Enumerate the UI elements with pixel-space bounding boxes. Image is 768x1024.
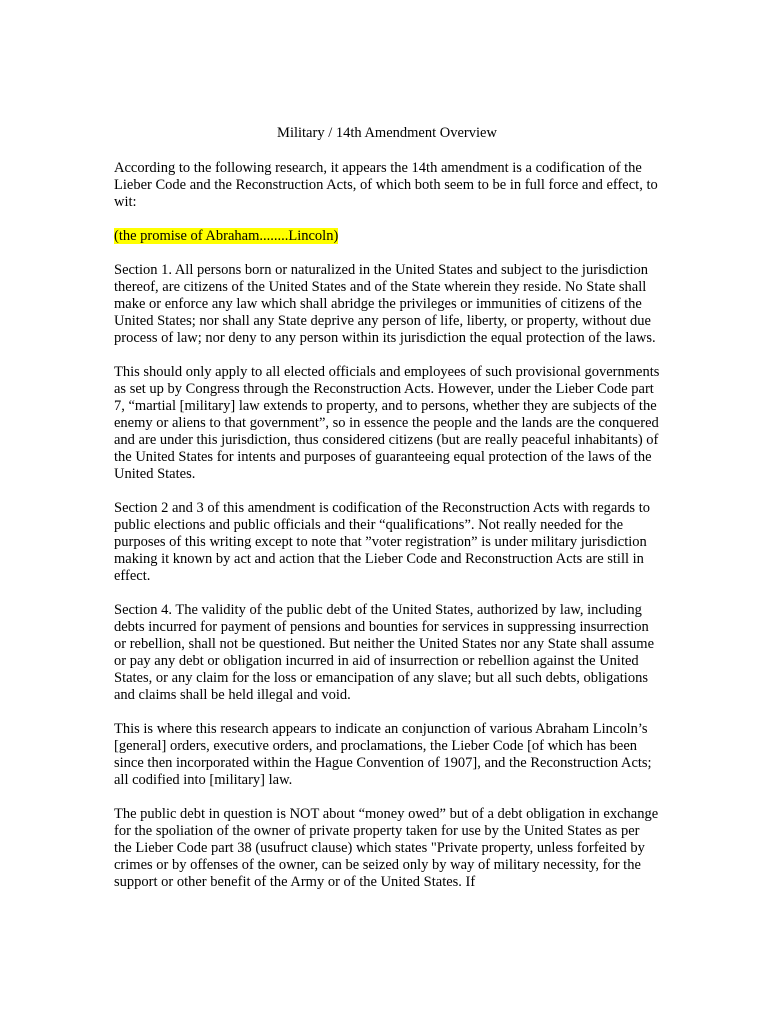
public-debt-paragraph: The public debt in question is NOT about “money owed” but of a debt obligation in exchange for the spoliation of the owner of private property taken for use by the United States as per the Lieber Code part 38 (usufruct clause) which states "Private property, unless forfeited by crimes or by offenses of the owner, can be seized only by way of military necessity, for the support or other benefit of the Army or of the United States. If bbox=[114, 806, 659, 890]
provisional-governments-paragraph: This should only apply to all elected officials and employees of such provisional governments as set up by Congress through the Reconstruction Acts. However, under the Lieber Code part 7, “martial [military] law extends to property, and to persons, whether they are subjects of the enemy or aliens to that government”, so in essence the people and the lands are the conquered and are under this jurisdiction, thus considered citizens (but are really peaceful inhabitants) of the United States for intents and purposes of guaranteeing equal protection of the laws of the United States. bbox=[114, 364, 660, 482]
section-1-paragraph: Section 1. All persons born or naturalized in the United States and subject to the jurisdiction thereof, are citizens of the United States and of the State wherein they reside. No State shall make or enforce any law which shall abridge the privileges or immunities of citizens of the United States; nor shall any State deprive any person of life, liberty, or property, without due process of law; nor deny to any person within its jurisdiction the equal protection of the laws. bbox=[114, 262, 656, 346]
section-4-paragraph: Section 4. The validity of the public debt of the United States, authorized by law, including debts incurred for payment of pensions and bounties for services in suppressing insurrection or rebellion, shall not be questioned. But neither the United States nor any State shall assume or pay any debt or obligation incurred in aid of insurrection or rebellion against the United States, or any claim for the loss or emancipation of any slave; but all such debts, obligations and claims shall be held illegal and void. bbox=[114, 602, 655, 703]
highlighted-quote-paragraph bbox=[114, 228, 660, 245]
document-title: Military / 14th Amendment Overview bbox=[277, 125, 497, 141]
document-page bbox=[114, 125, 660, 908]
intro-paragraph: According to the following research, it appears the 14th amendment is a codification of the Lieber Code and the Reconstruction Acts, of which both seem to be in full force and effect, to wit: bbox=[114, 160, 658, 210]
conjunction-paragraph: This is where this research appears to indicate an conjunction of various Abraham Lincoln’s [general] orders, executive orders, and proclamations, the Lieber Code [of which has been since then incorporated within the Hague Convention of 1907], and the Reconstruction Acts; all codified into [military] law. bbox=[114, 721, 652, 788]
section-2-3-paragraph: Section 2 and 3 of this amendment is codification of the Reconstruction Acts with regards to public elections and public officials and their “qualifications”. Not really needed for the purposes of this writing except to note that ”voter registration” is under military jurisdiction making it known by act and action that the Lieber Code and Reconstruction Acts are still in effect. bbox=[114, 500, 650, 584]
highlighted-quote: (the promise of Abraham........Lincoln) bbox=[114, 228, 339, 244]
